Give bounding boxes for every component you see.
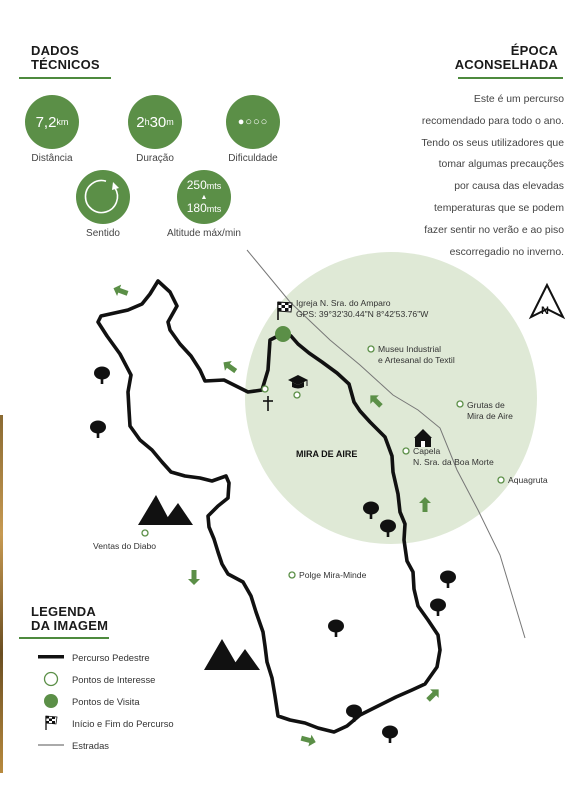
dificuldade-label: Dificuldade: [228, 153, 278, 164]
start-name: Igreja N. Sra. do Amparo: [296, 298, 391, 308]
polge-label: Polge Mira-Minde: [299, 570, 367, 580]
legenda-underline: [19, 637, 109, 639]
altitude-min: 180: [186, 200, 207, 215]
museu-line2: e Artesanal do Textil: [378, 355, 455, 365]
poi-marker: [289, 572, 295, 578]
epoca-title-line2: ACONSELHADA: [454, 57, 558, 72]
aquagruta-label: Aquagruta: [508, 475, 548, 485]
tree-icon: [346, 705, 362, 723]
capela-line2: N. Sra. da Boa Morte: [413, 457, 494, 467]
town-label: MIRA DE AIRE: [296, 449, 358, 459]
epoca-line: tomar algumas precauções: [438, 159, 564, 171]
museu-label: [378, 344, 455, 366]
dificuldade-dots: ●○○○: [237, 116, 269, 128]
start-label: [296, 298, 428, 320]
tree-icon: [90, 421, 106, 439]
distancia-label: Distância: [31, 153, 73, 164]
epoca-line: Este é um percurso: [473, 94, 564, 105]
altitude-label: Altitude máx/min: [167, 228, 241, 239]
duracao-m: m: [166, 117, 174, 127]
road-line-icon: [38, 743, 64, 747]
route-line-icon: [38, 654, 64, 660]
legend-label: Estradas: [72, 739, 109, 751]
compass-letter: N: [541, 305, 549, 317]
poi-marker: [457, 401, 463, 407]
duracao-label: Duração: [136, 153, 174, 164]
grutas-line2: Mira de Aire: [467, 411, 513, 421]
direction-arrow-icon: [424, 685, 443, 704]
tree-icon: [328, 620, 344, 638]
duracao-h: h: [144, 117, 150, 127]
altitude-max: 250: [186, 177, 207, 192]
direction-arrow-icon: [220, 357, 239, 375]
distancia-unit: km: [56, 117, 69, 127]
poi-marker: [262, 386, 268, 392]
poi-marker: [403, 448, 409, 454]
capela-label: [413, 446, 494, 468]
tree-icon: [94, 367, 110, 385]
poi-marker: [498, 477, 504, 483]
epoca-line: temperaturas que se podem: [434, 202, 564, 214]
sentido-label: Sentido: [86, 228, 120, 239]
tree-icon: [440, 571, 456, 589]
duracao-minutes: 30: [149, 113, 167, 131]
legend-label: Início e Fim do Percurso: [72, 717, 174, 729]
tree-icon: [382, 726, 398, 744]
epoca-line: Tendo os seus utilizadores que: [421, 137, 564, 149]
legenda-title-line1: LEGENDA: [31, 604, 96, 619]
checkered-flag-icon: [43, 715, 59, 731]
legend-label: Pontos de Visita: [72, 695, 140, 707]
direction-arrow-icon: [188, 570, 200, 585]
hollow-circle-icon: [43, 671, 59, 687]
filled-circle-icon: [43, 693, 59, 709]
epoca-title-line1: ÉPOCA: [510, 43, 558, 58]
epoca-line: escorregadio no inverno.: [449, 246, 564, 258]
dados-title-line2: TÉCNICOS: [31, 57, 100, 72]
legend-item-start: [38, 715, 174, 731]
legend-label: Percurso Pedestre: [72, 651, 150, 663]
dados-title-line1: DADOS: [31, 43, 79, 58]
legend-item-visit: [38, 693, 140, 709]
legend-item-interest: [38, 671, 155, 687]
legend-label: Pontos de Interesse: [72, 673, 156, 685]
grutas-line1: Grutas de: [467, 400, 505, 410]
poi-marker: [142, 530, 148, 536]
ventas-label: Ventas do Diabo: [93, 541, 157, 551]
start-visit-point: [275, 326, 291, 342]
poi-marker: [294, 392, 300, 398]
tree-icon: [430, 599, 446, 617]
grutas-label: [467, 400, 513, 422]
mountain-icon: [204, 639, 260, 670]
altitude-separator-icon: ▲: [200, 193, 208, 201]
poi-marker: [368, 346, 374, 352]
altitude-min-unit: mts: [206, 203, 222, 214]
direction-arrow-icon: [300, 732, 318, 747]
legenda-title: [31, 605, 108, 633]
epoca-line: por causa das elevadas: [454, 181, 564, 193]
direction-arrow-icon: [111, 283, 129, 299]
distancia-value: 7,2: [35, 113, 57, 131]
museu-line1: Museu Industrial: [378, 344, 442, 354]
mountain-icon: [138, 495, 193, 525]
capela-line1: Capela: [413, 446, 441, 456]
epoca-line: recomendado para todo o ano.: [421, 115, 564, 127]
epoca-line: fazer sentir no verão e ao piso: [424, 224, 564, 236]
altitude-max-unit: mts: [206, 180, 222, 191]
legend-item-road: [38, 737, 109, 753]
duracao-hours: 2: [136, 113, 145, 131]
legend-item-route: [38, 649, 150, 665]
mira-de-aire-area: [245, 252, 537, 544]
start-gps: GPS: 39°32'30.44"N 8°42'53.76"W: [296, 309, 429, 319]
legenda-title-line2: DA IMAGEM: [31, 618, 109, 633]
